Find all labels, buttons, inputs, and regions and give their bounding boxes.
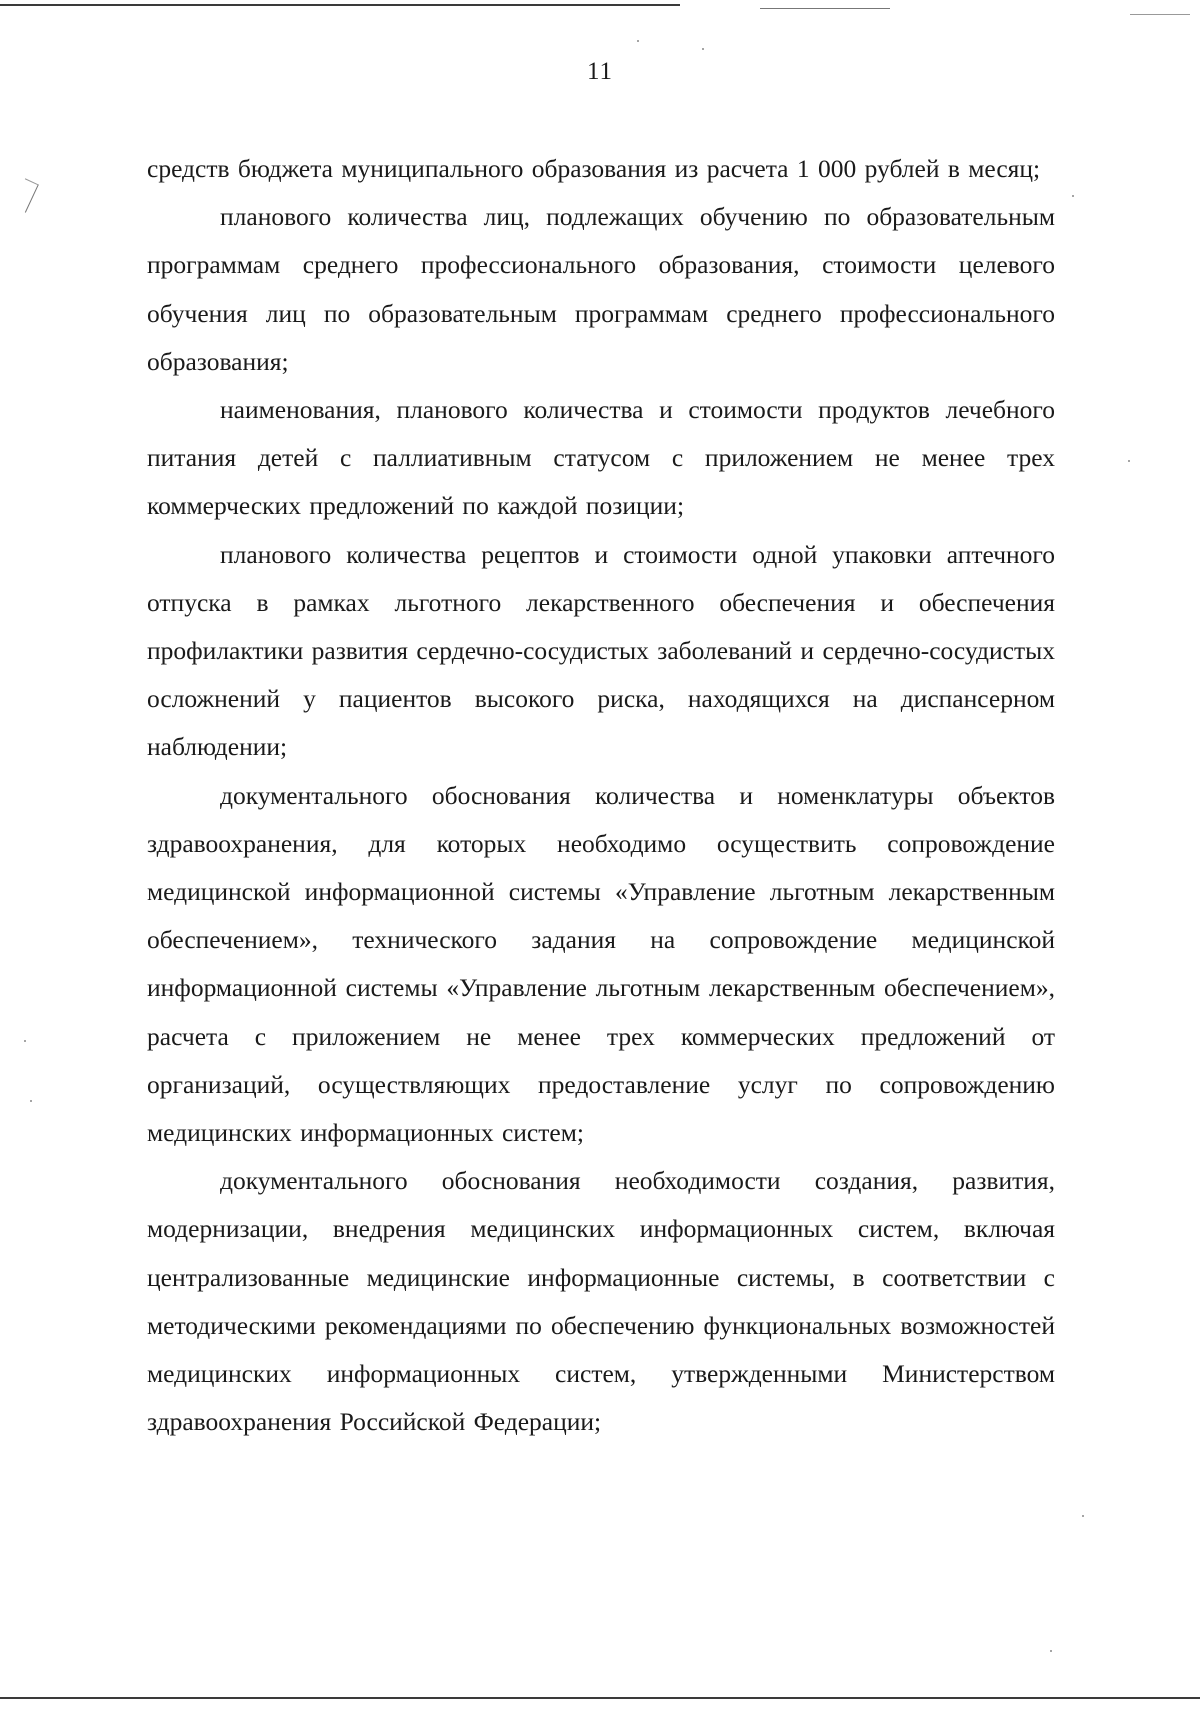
scan-edge-line — [0, 1697, 1200, 1699]
scan-speck — [1072, 195, 1074, 197]
scan-edge-line — [1130, 14, 1190, 15]
paragraph: планового количества лиц, подлежащих обучению по образовательным программам среднего профессионального образования, стоимости целевого обучения лиц по образовательным программам среднего профессионального образования; — [147, 202, 1055, 376]
scan-edge-line — [0, 4, 680, 6]
paragraph: планового количества рецептов и стоимости одной упаковки аптечного отпуска в рамках льготного лекарственного обеспечения и обеспечения профилактики развития сердечно-сосудистых заболеваний и сердечно-сосудистых осложнений у пациентов высокого риска, находящихся на диспансерном наблюдении; — [147, 539, 1055, 762]
scan-edge-line — [760, 8, 890, 9]
scan-speck — [1050, 1650, 1052, 1652]
scan-speck — [1128, 460, 1130, 462]
body-text — [147, 145, 1055, 1446]
scan-speck — [702, 48, 704, 50]
scan-speck — [24, 1040, 26, 1042]
scan-speck — [30, 1100, 32, 1102]
scan-speck — [1082, 1515, 1084, 1517]
scan-artifact — [12, 178, 39, 212]
page-number: 11 — [586, 58, 614, 85]
paragraph: документального обоснования необходимости создания, развития, модернизации, внедрения медицинских информационных систем, включая централизованные медицинские информационные системы, в соответствии с методическими рекомендациями по обеспечению функциональных возможностей медицинских информационных систем, утвержденными Министерством здравоохранения Российской Федерации; — [147, 1166, 1055, 1437]
paragraph: документального обоснования количества и номенклатуры объектов здравоохранения, для которых необходимо осуществить сопровождение медицинской информационной системы «Управление льготным лекарственным обеспечением», технического задания на сопровождение медицинской информационной системы «Управление льготным лекарственным обеспечением», расчета с приложением не менее трех коммерческих предложений от организаций, осуществляющих предоставление услуг по сопровождению медицинских информационных систем; — [147, 780, 1055, 1148]
scan-speck — [637, 40, 639, 42]
paragraph: наименования, планового количества и стоимости продуктов лечебного питания детей с паллиативным статусом с приложением не менее трех коммерческих предложений по каждой позиции; — [147, 395, 1055, 521]
paragraph: средств бюджета муниципального образования из расчета 1 000 рублей в месяц; — [147, 154, 1041, 183]
